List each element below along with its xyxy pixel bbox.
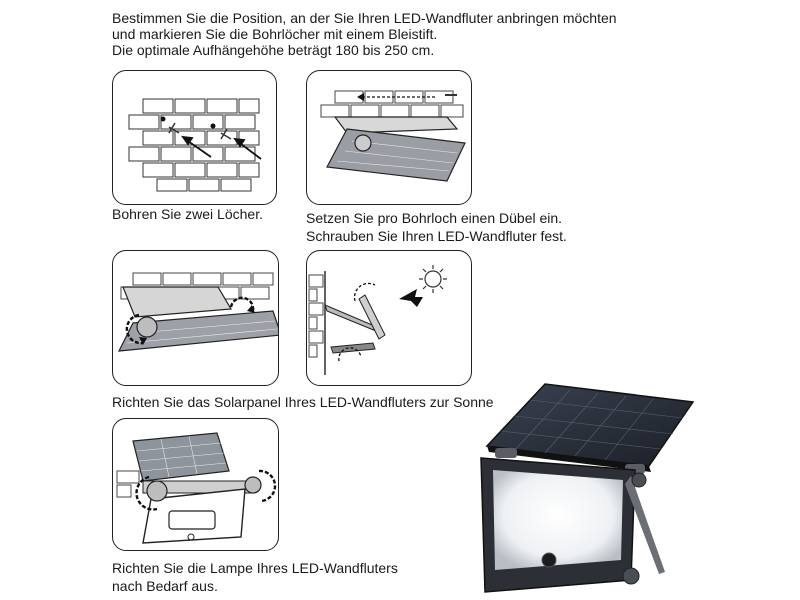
product-photo (475, 380, 700, 595)
step-drill-illustration (112, 70, 277, 205)
arrow-icon (183, 137, 261, 159)
step-solar-sun-illustration (306, 250, 472, 386)
step-lamp-caption-line-1: Richten Sie die Lampe Ihres LED-Wandfluters (112, 560, 398, 576)
screw-icon (161, 117, 232, 140)
intro-line-2: und markieren Sie die Bohrlöcher mit einem Bleistift. (112, 26, 438, 42)
brick-wall-icon (113, 71, 277, 205)
sun-icon (419, 265, 447, 293)
step-lamp-caption-line-2: nach Bedarf aus. (112, 578, 218, 594)
solar-orientation-icon (307, 251, 472, 386)
solar-floodlight-icon (475, 380, 700, 595)
floodlight-mount-icon (307, 71, 472, 205)
step-drill-caption: Bohren Sie zwei Löcher. (112, 206, 263, 222)
step-fasten-caption-line-1: Setzen Sie pro Bohrloch einen Dübel ein. (306, 210, 563, 226)
intro-text (112, 10, 617, 58)
intro-line-1: Bestimmen Sie die Position, an der Sie Ihren LED-Wandfluter anbringen möchten (112, 10, 617, 26)
intro-line-3: Die optimale Aufhängehöhe beträgt 180 bis 250 cm. (112, 42, 435, 58)
lamp-adjust-icon (113, 419, 279, 551)
step-fasten-caption-line-2: Schrauben Sie Ihren LED-Wandfluter fest. (306, 228, 567, 244)
arrow-icon (399, 289, 423, 307)
step-lamp-illustration (112, 418, 279, 551)
floodlight-bracket-icon (113, 251, 279, 386)
step-solar-rotate-illustration (112, 250, 279, 386)
step-fasten-illustration (306, 70, 472, 205)
step-solar-caption: Richten Sie das Solarpanel Ihres LED-Wandfluters zur Sonne (112, 394, 494, 410)
